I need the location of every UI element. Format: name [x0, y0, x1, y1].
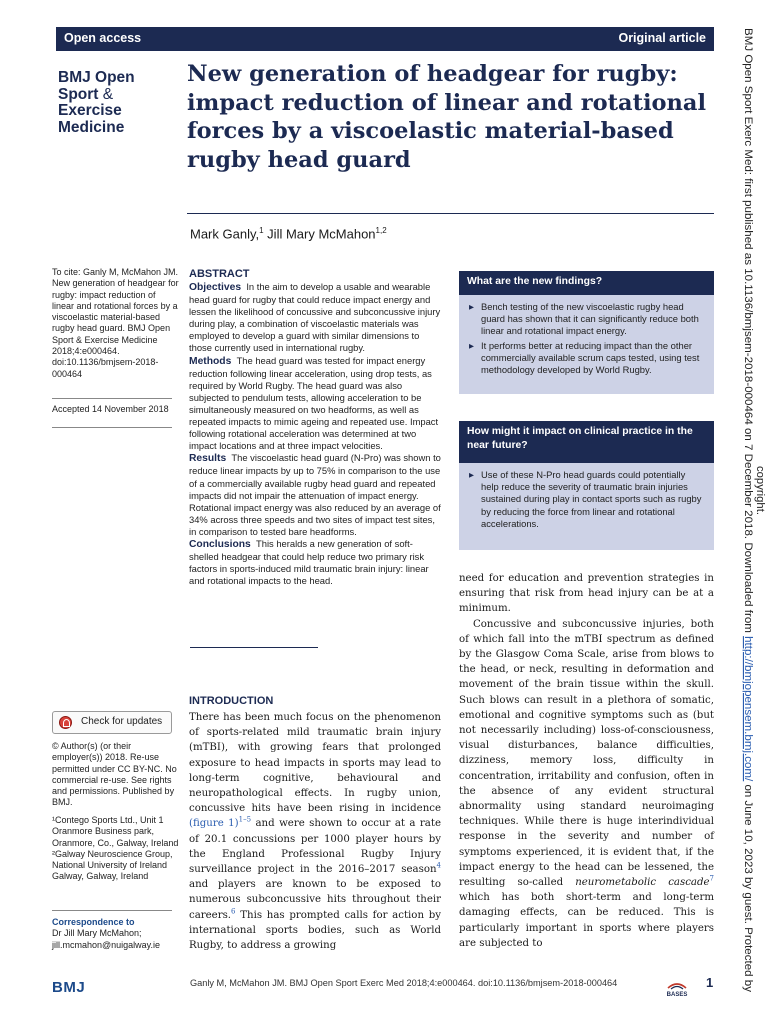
- author-1: Mark Ganly,: [190, 226, 260, 242]
- abstract-heading: ABSTRACT: [189, 268, 250, 280]
- sidebar-text-1: BMJ Open Sport Exerc Med: first published as 10.1136/bmjsem-2018-000464 on 7 December 2018. Downloaded from: [742, 28, 754, 623]
- affiliation-2: ²Galway Neuroscience Group, National University of Ireland Galway, Galway, Ireland: [52, 848, 173, 882]
- objectives-label: Objectives: [189, 282, 242, 293]
- ref-6[interactable]: 6: [231, 907, 236, 916]
- accepted-date: Accepted 14 November 2018: [52, 404, 169, 414]
- ref-4[interactable]: 4: [436, 861, 441, 870]
- clinical-impact-box: [459, 463, 714, 550]
- footer-citation: Ganly M, McMahon JM. BMJ Open Sport Exerc Med 2018;4:e000464. doi:10.1136/bmjsem-2018-000464: [190, 978, 618, 988]
- objectives-text: In the aim to develop a usable and wearable head guard for rugby that could reduce impact energy and lessen the likelihood of concussive and subconcussive injury during play, a combination of viscoelastic materials was employed to develop a guard with similar dimensions to those currently used in international rugby.: [189, 281, 441, 354]
- intro-part-4: This has prompted calls for action by international sports bodies, such as World Rugby, to address a growing: [189, 909, 441, 952]
- introduction-heading: INTRODUCTION: [189, 695, 274, 707]
- bases-text: BASES: [666, 992, 688, 998]
- citation-note: To cite: Ganly M, McMahon JM. New generation of headgear for rugby: impact reduction of linear and rotational forces by a viscoelastic material-based rugby head guard. BMJ Open Sport & Exercise Medicine 2018;4:e000464. doi:10.1136/bmjsem-2018-000464: [52, 267, 179, 379]
- correspondence-heading: Correspondence to: [52, 917, 135, 927]
- methods-text: The head guard was tested for impact energy reduction following linear acceleration, using drop tests, as required by World Rugby. The head guard was also subjected to pendulum tests, allowing acceleration to be simultaneously measured on two headforms, as well as repeated impacts to mimic ageing and repeated use. Impact following rotational acceleration was determined at two impact locations and at three impact velocities.: [189, 354, 439, 452]
- correspondence-text[interactable]: Dr Jill Mary McMahon; jill.mcmahon@nuigalway.ie: [52, 928, 161, 950]
- results-text: The viscoelastic head guard (N-Pro) was shown to reduce linear impacts by up to 75% in comparison to the use of a commercially available rugby head guard and repeated impacts did not impair the attenuation of impact energy. Rotational impact energy was also reduced by an average of 34% across three speeds and two sites of impact test sites, in comparison to tested bare headforms.: [189, 452, 441, 537]
- intro-part-1: There has been much focus on the phenomenon of sports-related mild traumatic brain injury (mTBI), with growing fears that prolonged exposure to head impacts in sports may lead to long-term cognitive, behavioural and neuropathological effects. In rugby union, concussive hits have been rising in incidence: [189, 712, 441, 815]
- author-1-affil: 1: [259, 226, 264, 235]
- ref-7[interactable]: 7: [709, 874, 714, 883]
- impact-item: ▶ Use of these N-Pro head guards could potentially help reduce the severity of traumatic brain injuries sustained during play in contact sports such as rugby by reducing the force from linear and rotational accelerations.: [469, 469, 705, 530]
- brand-amp: &: [102, 85, 114, 103]
- open-access-label: Open access: [64, 31, 142, 45]
- author-list: [190, 226, 387, 241]
- sidebar-svg: [735, 26, 766, 994]
- header-bar: [56, 27, 714, 51]
- affiliation-1: ¹Contego Sports Ltd., Unit 1 Oranmore Business park, Oranmore, Co., Galway, Ireland: [52, 815, 179, 848]
- new-findings-box-heading: What are the new findings?: [459, 271, 714, 295]
- neurometabolic-term: neurometabolic cascade: [575, 877, 710, 889]
- sidebar-link[interactable]: http://bmjopensem.bmj.com/: [742, 636, 754, 779]
- conclusions-label: Conclusions: [189, 538, 251, 550]
- author-2-affil: 1,2: [375, 226, 387, 235]
- conclusions-text: This heralds a new generation of soft-shelled headgear that could help reduce two primary risk factors in sports-induced mild traumatic brain injury: linear and rotational impacts to the head.: [189, 537, 429, 587]
- abstract-body: [189, 281, 441, 587]
- right-paragraph-2: [459, 617, 714, 951]
- sidebar-text-3: copyright.: [754, 466, 766, 515]
- brand-sport: Sport: [58, 85, 103, 103]
- bases-logo-icon: [662, 978, 692, 998]
- author-2: Jill Mary McMahon: [263, 226, 376, 242]
- figure-1-link[interactable]: (figure 1): [189, 818, 239, 830]
- journal-brand: [58, 70, 173, 136]
- finding-item: ▶ It performs better at reducing impact than the other commercially available scrum caps tested, using test methodology developed by World Rugby.: [469, 340, 705, 377]
- right-para-2-part-2: which has both short-term and long-term damaging effects, can be reduced. This is particularly important in sports where players are subjected to: [459, 892, 714, 949]
- check-updates-label: Check for updates: [81, 716, 163, 727]
- bases-logo: [662, 978, 692, 998]
- intro-part-3: and players are known to be exposed to numerous subconcussive hits throughout their careers.: [189, 879, 441, 921]
- left-divider-1: [52, 398, 172, 399]
- ref-1-5[interactable]: 1–5: [238, 816, 252, 825]
- finding-item: ▶ Bench testing of the new viscoelastic rugby head guard has shown that it can significantly reduce both linear and rotational impact energy.: [469, 301, 705, 338]
- abstract-divider: [190, 647, 318, 648]
- article-title: New generation of headgear for rugby: impact reduction of linear and rotational forces by a viscoelastic material-based rugby head guard: [187, 61, 707, 173]
- right-paragraph-1: need for education and prevention strategies in ensuring that risk from head injury can be at a minimum.: [459, 573, 714, 615]
- correspondence: [52, 917, 180, 951]
- introduction-text: [189, 710, 441, 953]
- affiliations: [52, 815, 180, 883]
- sidebar-text-2: on June 10, 2023 by guest. Protected by: [742, 781, 754, 988]
- brand-line-3: Exercise: [58, 102, 122, 119]
- brand-line-4: Medicine: [58, 118, 125, 136]
- bmj-logo: BMJ: [52, 979, 86, 996]
- results-label: Results: [189, 453, 227, 465]
- copyright-note: © Author(s) (or their employer(s)) 2018. Re-use permitted under CC BY-NC. No commercial re-use. See rights and permissions. Published by BMJ.: [52, 741, 177, 808]
- svg-text:BMJ Open Sport Exerc Med: firs: [742, 28, 754, 992]
- article-type-label: Original article: [618, 31, 706, 45]
- left-divider-2: [52, 427, 172, 428]
- left-divider-3: [52, 910, 172, 911]
- page-number: 1: [706, 975, 714, 990]
- intro-part-2: and were shown to occur at a rate of 20.1 concussions per 1000 player hours by the England Professional Rugby Injury surveillance project in the 2016–2017 season: [189, 818, 441, 876]
- clinical-impact-box-heading: How might it impact on clinical practice in the near future?: [459, 421, 714, 463]
- check-for-updates-button[interactable]: [52, 711, 172, 734]
- brand-line-2: [58, 87, 173, 104]
- right-column-text: [459, 571, 714, 951]
- crossmark-icon: [59, 716, 72, 729]
- title-divider: [187, 213, 714, 214]
- methods-label: Methods: [189, 355, 232, 367]
- right-para-2-part-1: Concussive and subconcussive injuries, both of which fall into the mTBI spectrum as defined by the Glasgow Coma Scale, arise from blows to the head, or neck, resulting in deformation and movement of the brain tissue within the skull. Such blows can result in a plethora of somatic, emotional and cognitive symptoms such as (but not necessarily including) loss-of-consciousness, visual disturbances, balance difficulties, dizziness, memory loss, difficulty in concentration, irritability and confusion, often in the absence of any evident structural abnormality using standard neuroimaging techniques. While there is huge interindividual response in the severity and number of symptoms experienced, it is evident that, if the impact energy to the head can be lessened, the resulting so-called: [459, 618, 714, 889]
- new-findings-box: [459, 295, 714, 394]
- brand-line-1: BMJ Open: [58, 69, 135, 86]
- download-sidebar: [735, 26, 766, 994]
